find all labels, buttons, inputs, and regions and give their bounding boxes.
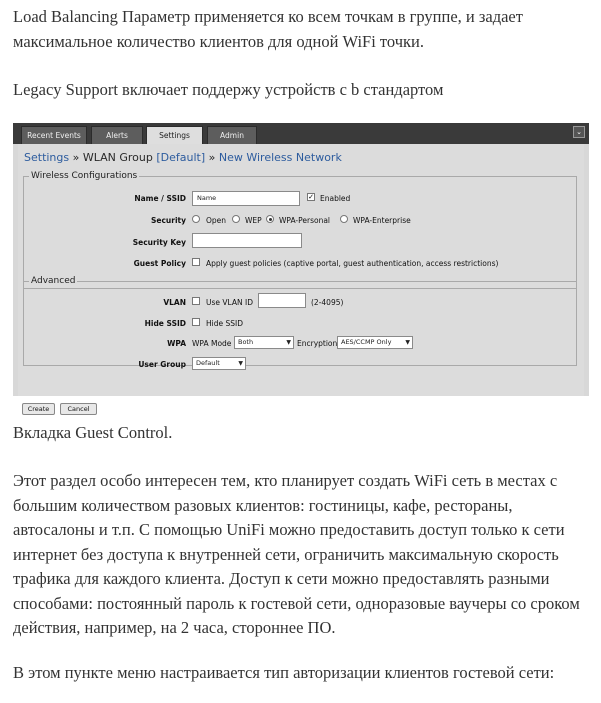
advanced-group — [23, 276, 577, 369]
user-group-select[interactable] — [192, 357, 246, 370]
dropdown-arrow-icon: ▼ — [238, 360, 243, 367]
wireless-configurations-group — [23, 171, 577, 289]
use-vlan-id-label: Use VLAN ID — [206, 298, 253, 307]
encryption-select[interactable] — [337, 336, 413, 349]
breadcrumb-settings[interactable]: Settings — [24, 151, 70, 164]
security-wpa-enterprise-radio[interactable] — [340, 215, 348, 223]
hide-ssid-label: Hide SSID — [144, 319, 186, 328]
breadcrumb-default[interactable]: [Default] — [156, 151, 206, 164]
vlan-id-input[interactable] — [258, 293, 306, 308]
ssid-input[interactable]: Name — [192, 191, 300, 206]
wpa-mode-select[interactable] — [234, 336, 294, 349]
breadcrumb — [24, 151, 342, 164]
breadcrumb-new-network: New Wireless Network — [218, 151, 342, 164]
guest-policy-text: Apply guest policies (captive portal, guest authentication, access restrictions) — [206, 259, 499, 268]
tab-settings[interactable]: Settings — [146, 126, 203, 144]
paragraph-guest-control: Вкладка Guest Control. — [13, 423, 173, 442]
enabled-checkbox[interactable]: ✓ — [308, 193, 314, 201]
security-key-label: Security Key — [132, 238, 186, 247]
tab-alerts[interactable]: Alerts — [91, 126, 143, 144]
tab-bar — [13, 123, 589, 144]
chevron-down-icon[interactable]: ⌄ — [573, 126, 585, 138]
settings-panel — [18, 144, 584, 413]
cancel-button[interactable]: Cancel — [60, 403, 97, 415]
user-group-value: Default — [196, 359, 220, 367]
advanced-legend: Advanced — [31, 276, 76, 286]
encryption-value: AES/CCMP Only — [341, 338, 392, 346]
vlan-range-hint: (2-4095) — [311, 298, 344, 307]
security-wep-radio[interactable] — [232, 215, 240, 223]
dropdown-arrow-icon: ▼ — [286, 339, 291, 346]
breadcrumb-separator: » — [72, 151, 80, 164]
wpa-mode-value: Both — [238, 338, 254, 346]
breadcrumb-separator: » — [208, 151, 216, 164]
security-wep-label: WEP — [245, 216, 262, 225]
vlan-label: VLAN — [163, 298, 186, 307]
guest-policy-label: Guest Policy — [133, 259, 186, 268]
breadcrumb-wlan-group[interactable]: WLAN Group — [82, 151, 153, 164]
paragraph-legacy-support: Legacy Support включает поддержу устройств с b стандартом — [13, 80, 444, 99]
security-label: Security — [150, 216, 186, 225]
tab-admin[interactable]: Admin — [207, 126, 257, 144]
tab-recent-events[interactable]: Recent Events — [21, 126, 87, 144]
wpa-label: WPA — [167, 339, 186, 348]
dropdown-arrow-icon: ▼ — [405, 339, 410, 346]
encryption-label: Encryption — [297, 339, 338, 348]
security-open-radio[interactable] — [192, 215, 200, 223]
hide-ssid-checkbox[interactable] — [192, 318, 200, 326]
user-group-label: User Group — [138, 360, 186, 369]
wpa-mode-label: WPA Mode — [192, 339, 232, 348]
security-wpa-enterprise-label: WPA-Enterprise — [353, 216, 411, 225]
security-open-label: Open — [206, 216, 227, 225]
create-button[interactable]: Create — [22, 403, 55, 415]
guest-policy-checkbox[interactable] — [192, 258, 200, 266]
unifi-settings-screenshot — [13, 123, 589, 413]
paragraph-load-balancing: Load Balancing Параметр применяется ко всем точкам в группе, и задает максимальное количество клиентов для одной WiFi точки. — [13, 7, 523, 51]
paragraph-guest-description: Этот раздел особо интересен тем, кто планирует создать WiFi сеть в местах с большим количеством разовых клиентов: гостиницы, кафе, рестораны, автосалоны и т.п. С помощью UniFi можно предоставить доступ только к сети интернет без доступа к внутренней сети, ограничить максимальную скорость трафика для каждого клиента. Доступ к сети можно предоставлять разными способами: постоянный пароль к гостевой сети, одноразовые ваучеры со сроком действия, например, на 2 часа, стороннее ПО. — [13, 471, 580, 637]
name-ssid-label: Name / SSID — [134, 194, 186, 203]
security-key-input[interactable] — [192, 233, 302, 248]
vlan-checkbox[interactable] — [192, 297, 200, 305]
security-wpa-personal-label: WPA-Personal — [279, 216, 331, 225]
enabled-label: Enabled — [320, 194, 351, 203]
wireless-legend: Wireless Configurations — [31, 171, 138, 181]
paragraph-authorization: В этом пункте меню настраивается тип авторизации клиентов гостевой сети: — [13, 663, 555, 682]
security-wpa-personal-radio[interactable] — [266, 215, 274, 223]
hide-ssid-text: Hide SSID — [206, 319, 243, 328]
